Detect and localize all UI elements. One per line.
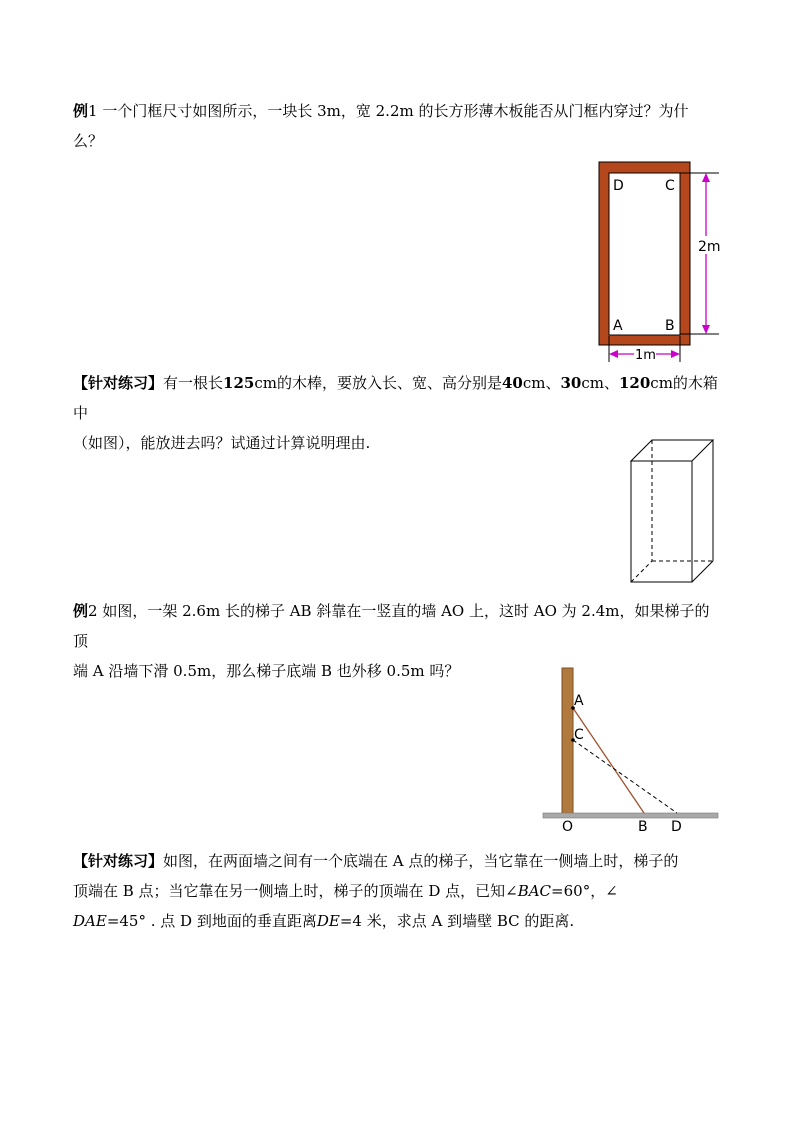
label-C: C [665,178,675,194]
box-figure [625,435,720,587]
ladder-figure [540,665,720,835]
height-arrowhead-top [702,173,710,182]
stick-length: 125 [223,374,255,392]
label-C: C [574,727,584,743]
practice-1-text: 【针对练习】有一根长125cm的木棒，要放入长、宽、高分别是40cm、30cm、120cm的木箱中 （如图），能放进去吗？试通过计算说明理由. [73,374,718,452]
practice-2-text: 【针对练习】如图，在两面墙之间有一个底端在 A 点的梯子，当它靠在一侧墙上时，梯子的 顶端在 B 点；当它靠在另一侧墙上时，梯子的顶端在 D 点，已知∠BAC=60°，∠ DAE=45° . 点 D 到地面的垂直距离DE=4 米，求点 A 到墙壁 BC 的距离. [73,852,679,930]
example-1-body: 1 一个门框尺寸如图所示，一块长 3m，宽 2.2m 的长方形薄木板能否从门框内穿过？为什 [88,102,689,120]
door-frame-figure [595,158,725,364]
width-label: 1m [635,348,656,363]
example-2-label: 例 [73,602,89,620]
ladder-CD [573,740,677,813]
box-hidden-left-edge [631,561,652,582]
box-width: 30 [560,374,582,392]
example-1-text [73,96,721,156]
example-2-body-end: 端 A 沿墙下滑 0.5m，那么梯子底端 B 也外移 0.5m 吗？ [73,662,460,680]
example-2-body: 2 如图，一架 2.6m 长的梯子 AB 斜靠在一竖直的墙 AO 上，这时 AO 为 2.4m，如果梯子的顶 [73,602,710,650]
label-A: A [613,318,623,334]
box-front-face [631,461,692,582]
example-1-label: 例 [73,102,89,120]
height-label: 2m [698,239,721,255]
label-O: O [562,819,574,835]
width-arrowhead-left [609,350,618,358]
box-right-bottom-edge [692,561,713,582]
example-1-body-end: 么？ [73,132,104,150]
label-A: A [574,693,584,709]
label-B: B [638,819,648,835]
practice-2-label: 【针对练习】 [73,852,164,870]
label-D: D [671,819,682,835]
width-arrowhead-right [671,350,680,358]
door-frame-inner [609,173,680,335]
label-D: D [613,178,624,194]
ladder-AB [573,708,644,813]
practice-1-label: 【针对练习】 [73,374,164,392]
ground [543,813,718,818]
practice-1-question: （如图），能放进去吗？试通过计算说明理由. [73,434,371,452]
box-length: 40 [501,374,523,392]
box-top-face [631,440,713,461]
height-arrowhead-bottom [702,325,710,334]
label-B: B [665,318,675,334]
box-height: 120 [618,374,651,392]
wall [562,668,573,814]
